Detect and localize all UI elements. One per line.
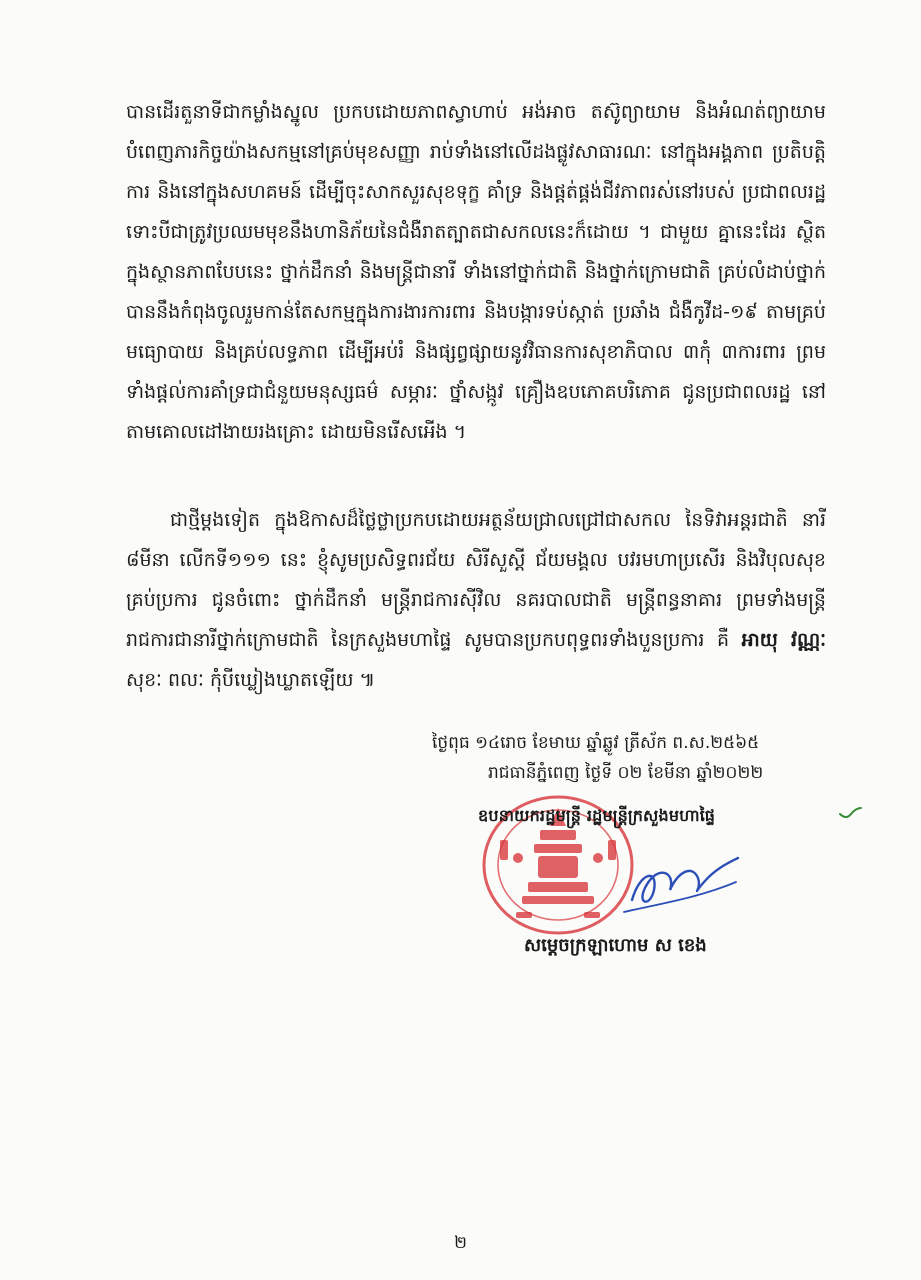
paragraph-2-end: សុខៈ ពលៈ កុំបីឃ្លៀងឃ្លាតឡើយ ៕ [126,669,376,691]
signature [618,842,748,922]
date-block [432,728,872,788]
signer-title: ឧបនាយករដ្ឋមន្ត្រី រដ្ឋមន្ត្រីក្រសួងមហាផ្ទៃ [478,806,716,825]
paragraph-1: បានដើរតួនាទីជាកម្លាំងស្នូល ប្រកបដោយភាពស្វាហាប់ អង់អាច តស៊ូព្យាយាម និងអំណត់ព្យាយាម បំពេញភារកិច្ចយ៉ាងសកម្មនៅគ្រប់មុខសញ្ញា រាប់ទាំងនៅលើដងផ្លូវសាធារណៈ នៅក្នុងអង្គភាព ប្រតិបត្តិការ និងនៅក្នុងសហគមន៍ ដើម្បីចុះសាកសួរសុខទុក្ខ គាំទ្រ និងផ្តត់ផ្គង់ជីវភាពរស់នៅរបស់ ប្រជាពលរដ្ឋ ទោះបីជាត្រូវប្រឈមមុខនឹងហានិភ័យនៃជំងឺរាតត្បាតជាសកលនេះក៏ដោយ ។ ជាមួយ គ្នានេះដែរ ស្ថិតក្នុងស្ថានភាពបែបនេះ ថ្នាក់ដឹកនាំ និងមន្ត្រីជានារី ទាំងនៅថ្នាក់ជាតិ និងថ្នាក់ក្រោមជាតិ គ្រប់លំដាប់ថ្នាក់ បាននឹងកំពុងចូលរួមកាន់តែសកម្មក្នុងការងារការពារ និងបង្ការទប់ស្កាត់ ប្រឆាំង ជំងឺកូវីដ-១៩ តាមគ្រប់មធ្យោបាយ និងគ្រប់លទ្ធភាព ដើម្បីអប់រំ និងផ្សព្វផ្សាយនូវវិធានការសុខាភិបាល ៣កុំ ៣ការពារ ព្រមទាំងផ្តល់ការគាំទ្រជាជំនួយមនុស្សធម៌ សម្ភារៈ ថ្នាំសង្កូវ គ្រឿងឧបភោគបរិភោគ ជូនប្រជាពលរដ្ឋ នៅតាមគោលដៅងាយរងគ្រោះ ដោយមិនរើសអើង ។ [126,101,826,443]
check-mark-icon [838,804,862,822]
page-number: ២ [454,1233,467,1253]
paragraph-2 [126,500,826,700]
signer-name: សម្តេចក្រឡាហោម ស ខេង [524,935,707,956]
paragraph-2-main: ជាថ្មីម្តងទៀត ក្នុងឱកាសដ៏ថ្លៃថ្លាប្រកបដោយអត្ថន័យជ្រាលជ្រៅជាសកល នៃទិវាអន្តរជាតិ នារី ៨មីនា លើកទី១១១ នេះ ខ្ញុំសូមប្រសិទ្ធពរជ័យ សិរីសួស្តី ជ័យមង្គល បវរមហាប្រសើរ និងវិបុលសុខ គ្រប់ប្រការ ជូនចំពោះ ថ្នាក់ដឹកនាំ មន្ត្រីរាជការស៊ីវិល នគរបាលជាតិ មន្ត្រីពន្ធនាគារ ព្រមទាំងមន្ត្រី រាជការជានារីថ្នាក់ក្រោមជាតិ នៃក្រសួងមហាផ្ទៃ សូមបានប្រកបពុទ្ធពរទាំងបួនប្រការ គឺ [126,509,826,651]
date-solar: រាជធានីភ្នំពេញ ថ្ងៃទី ០២ ខែមីនា ឆ្នាំ២០២២ [488,763,764,783]
date-lunar: ថ្ងៃពុធ ១៤រោច ខែមាឃ ឆ្នាំឆ្លូវ ត្រីស័ក ព.ស.២៥៦៥ [432,733,760,753]
paragraph-2-bold: អាយុ វណ្ណៈ [741,629,826,651]
